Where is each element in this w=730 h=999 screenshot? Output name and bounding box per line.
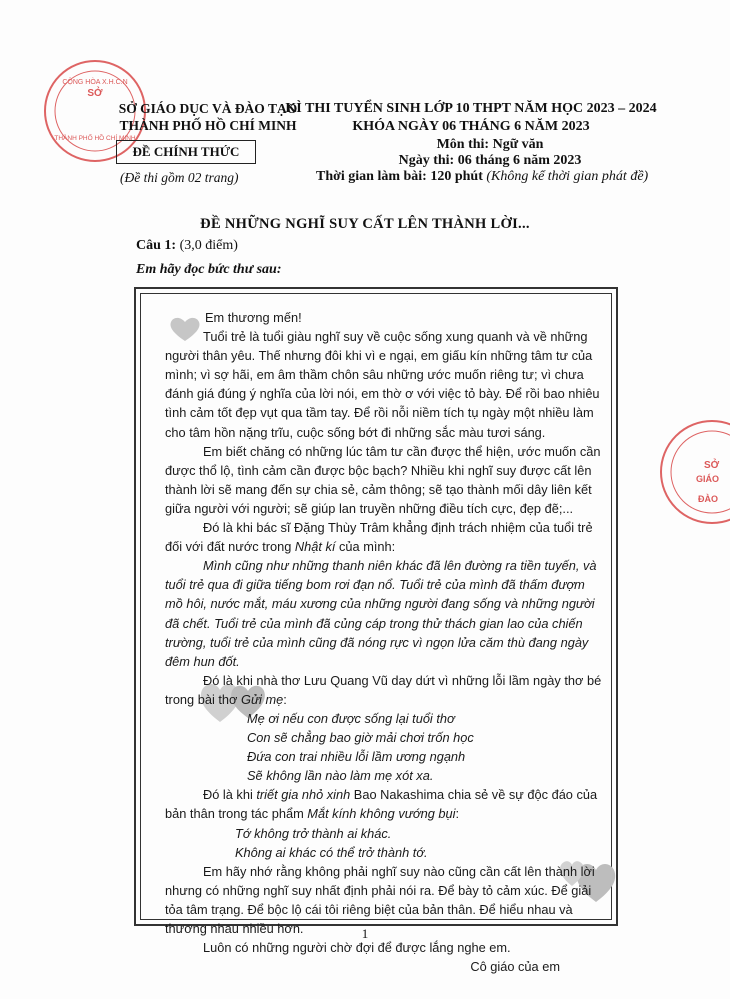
poem-line: Con sẽ chẳng bao giờ mải chơi trốn học xyxy=(247,730,474,746)
poem-line: Mẹ ơi nếu con được sống lại tuổi thơ xyxy=(247,710,455,726)
svg-text:CỘNG HÒA X.H.C.N: CỘNG HÒA X.H.C.N xyxy=(62,79,128,86)
quote-line: Không ai khác có thể trở thành tớ. xyxy=(235,844,428,860)
department-line-1: SỞ GIÁO DỤC VÀ ĐÀO TẠO xyxy=(118,101,298,116)
svg-text:SỞ: SỞ xyxy=(87,88,103,99)
exam-subject: Môn thi: Ngữ văn xyxy=(436,137,544,152)
question-heading xyxy=(136,238,238,254)
exam-title-line-1: KÌ THI TUYỂN SINH LỚP 10 THPT NĂM HỌC 2023 – 2024 xyxy=(285,101,657,116)
svg-text:ĐÀO: ĐÀO xyxy=(698,494,718,504)
official-exam-label: ĐỀ CHÍNH THỨC xyxy=(116,140,256,164)
p3-text: Đó là khi bác sĩ Đặng Thùy Trâm khẳng định trách nhiệm của tuổi trẻ đối với đất nước trong xyxy=(165,520,593,555)
p4-text: Đó là khi nhà thơ Lưu Quang Vũ day dứt vì những lỗi lầm ngày thơ bé trong bài thơ xyxy=(165,672,602,707)
pages-note: (Đề thi gồm 02 trang) xyxy=(120,170,239,185)
p5-tail: : xyxy=(455,806,460,822)
svg-text:THÀNH PHỐ HỒ CHÍ MINH: THÀNH PHỐ HỒ CHÍ MINH xyxy=(54,135,136,142)
question-instruction: Em hãy đọc bức thư sau: xyxy=(136,262,282,277)
letter-paragraph-1: Tuổi trẻ là tuổi giàu nghĩ suy về cuộc sống xung quanh và về những người thân yêu. Thế nhưng đôi khi vì e ngại, em giấu kín những tâm tư của mình; vì sợ hãi, em âm thầm chôn sâu những ước muốn riêng tư; vì chưa đánh giá đúng ý nghĩa của lời nói, em thờ ơ với việc tỏ bày. Để rồi bao nhiêu tình cảm tốt đẹp vụt qua tầm tay. Để rồi nỗi niềm tích tụ ngày một nhiều làm cho tâm hồn nặng trĩu, cuộc sống bớt đi những sắc màu tươi sáng. xyxy=(165,329,600,440)
letter-paragraph-2: Em biết chăng có những lúc tâm tư cần được thể hiện, ước muốn cần được thổ lộ, tình cảm cần được bộc bạch? Nhiều khi nghĩ suy được cất lên thành lời sẽ mang đến sự chia sẻ, cảm thông; sẽ tạo thành mối dây liên kết giữa người với người; sẽ giúp lan truyền những điều tích cực, đẹp đẽ;... xyxy=(165,443,601,516)
p3-tail: của mình: xyxy=(335,539,396,555)
svg-text:SỞ: SỞ xyxy=(704,460,720,471)
question-label: Câu 1: xyxy=(136,238,177,253)
quote-line: Tớ không trở thành ai khác. xyxy=(235,825,392,841)
department-line-2: THÀNH PHỐ HỒ CHÍ MINH xyxy=(119,118,297,133)
letter-signature: Cô giáo của em xyxy=(470,959,560,975)
exam-topic-title: ĐỀ NHỮNG NGHĨ SUY CẤT LÊN THÀNH LỜI... xyxy=(200,216,530,232)
svg-text:GIÁO: GIÁO xyxy=(696,474,720,484)
letter-paragraph-5 xyxy=(165,785,605,823)
time-note: (Không kể thời gian phát đề) xyxy=(486,169,649,184)
p5-text: Đó là khi xyxy=(203,787,257,803)
time-label: Thời gian làm bài: 120 phút xyxy=(316,169,483,184)
official-seal-right xyxy=(660,420,730,524)
question-points: (3,0 điểm) xyxy=(179,238,238,253)
poem-line: Sẽ không lần nào làm mẹ xót xa. xyxy=(247,768,434,784)
p4-tail: : xyxy=(283,691,287,707)
page-number: 1 xyxy=(361,926,369,941)
letter-paragraph-6: Em hãy nhớ rằng không phải nghĩ suy nào cũng cần cất lên thành lời nhưng có những nghĩ suy nhất định phải nói ra. Để bày tỏ cảm xúc. Để giải tỏa tâm trạng. Để bộc lộ cái tôi riêng biệt của bản thân. Để hiểu nhau và thương nhau nhiều hơn. xyxy=(165,863,595,936)
exam-title-line-2: KHÓA NGÀY 06 THÁNG 6 NĂM 2023 xyxy=(352,119,590,134)
p3-work-title: Nhật kí xyxy=(294,539,336,555)
p5-text-2: Bao Nakashima chia sẻ về sự độc đáo của bản thân trong tác phẩm xyxy=(165,787,598,822)
diary-quote: Mình cũng như những thanh niên khác đã lên đường ra tiền tuyến, và tuổi trẻ qua đi giữa tiếng bom rơi đạn nổ. Tuổi trẻ của mình đã thấm đượm mồ hôi, nước mắt, máu xương của những người đang sống và những người đã chết. Tuổi trẻ của mình đã củng cáp trong thử thách gian lao của chiến trường, tuổi trẻ của mình cũng đã nóng rực vì ngọn lửa căm thù đang ngày đêm hun đốt. xyxy=(165,558,597,669)
seal-right-graphic xyxy=(662,422,730,522)
exam-date: Ngày thi: 06 tháng 6 năm 2023 xyxy=(398,153,582,168)
p4-work-title: Gửi mẹ xyxy=(240,691,284,707)
p5-epithet: triết gia nhỏ xinh xyxy=(256,787,351,803)
p5-work-title: Mắt kính không vướng bụi xyxy=(307,806,456,822)
letter-paragraph-3 xyxy=(165,518,605,556)
letter-paragraph-7: Luôn có những người chờ đợi để được lắng nghe em. xyxy=(203,940,511,956)
letter-greeting: Em thương mến! xyxy=(205,310,302,325)
exam-time xyxy=(316,169,648,185)
poem-line: Đứa con trai nhiều lỗi lầm ương ngạnh xyxy=(247,749,466,765)
letter-body xyxy=(165,308,605,976)
letter-paragraph-4 xyxy=(165,671,605,709)
